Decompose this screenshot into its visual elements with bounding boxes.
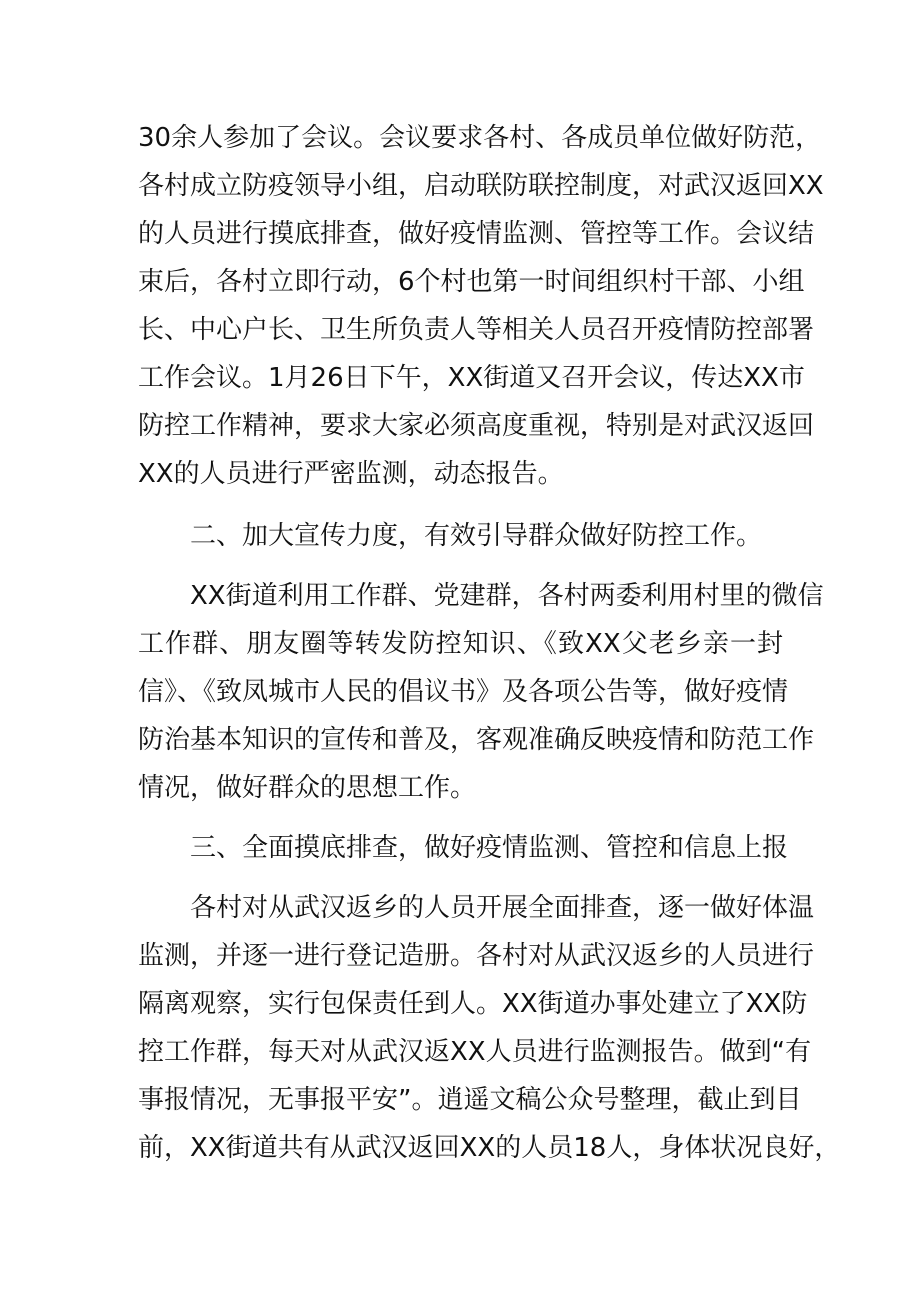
paragraph-1-line-4: 束后，各村立即行动，6个村也第一时间组织村干部、小组 [138, 267, 805, 297]
paragraph-2-line-3: 信》、《致凤城市人民的倡议书》及各项公告等，做好疫情 [138, 677, 789, 707]
paragraph-3-line-6: 前，XX街道共有从武汉返回XX的人员18人，身体状况良好， [138, 1133, 841, 1163]
paragraph-3-line-5: 事报情况，无事报平安”。逍遥文稿公众号整理，截止到目 [138, 1085, 802, 1115]
paragraph-3-line-1: 各村对从武汉返乡的人员开展全面排查，逐一做好体温 [190, 893, 815, 923]
paragraph-3-line-4: 控工作群，每天对从武汉返XX人员进行监测报告。做到“有 [138, 1037, 812, 1067]
paragraph-1-line-8: XX的人员进行严密监测，动态报告。 [138, 459, 564, 489]
paragraph-1-line-2: 各村成立防疫领导小组，启动联防联控制度，对武汉返回XX [138, 171, 824, 201]
paragraph-2-line-1: XX街道利用工作群、党建群，各村两委利用村里的微信 [190, 581, 824, 611]
paragraph-1-line-1: 30余人参加了会议。会议要求各村、各成员单位做好防范， [138, 123, 822, 153]
section-heading-3: 三、全面摸底排查，做好疫情监测、管控和信息上报 [190, 833, 789, 863]
paragraph-1-line-5: 长、中心户长、卫生所负责人等相关人员召开疫情防控部署 [138, 315, 815, 345]
paragraph-2-line-5: 情况，做好群众的思想工作。 [138, 773, 477, 803]
paragraph-1-line-3: 的人员进行摸底排查，做好疫情监测、管控等工作。会议结 [138, 219, 815, 249]
paragraph-3-line-2: 监测，并逐一进行登记造册。各村对从武汉返乡的人员进行 [138, 941, 815, 971]
section-heading-2: 二、加大宣传力度，有效引导群众做好防控工作。 [190, 521, 763, 551]
paragraph-3-line-3: 隔离观察，实行包保责任到人。XX街道办事处建立了XX防 [138, 989, 808, 1019]
paragraph-1-line-7: 防控工作精神，要求大家必须高度重视，特别是对武汉返回 [138, 411, 815, 441]
paragraph-1-line-6: 工作会议。1月26日下午，XX街道又召开会议，传达XX市 [138, 363, 805, 393]
paragraph-2-line-4: 防治基本知识的宣传和普及，客观准确反映疫情和防范工作 [138, 725, 815, 755]
paragraph-2-line-2: 工作群、朋友圈等转发防控知识、《致XX父老乡亲一封 [138, 629, 783, 659]
